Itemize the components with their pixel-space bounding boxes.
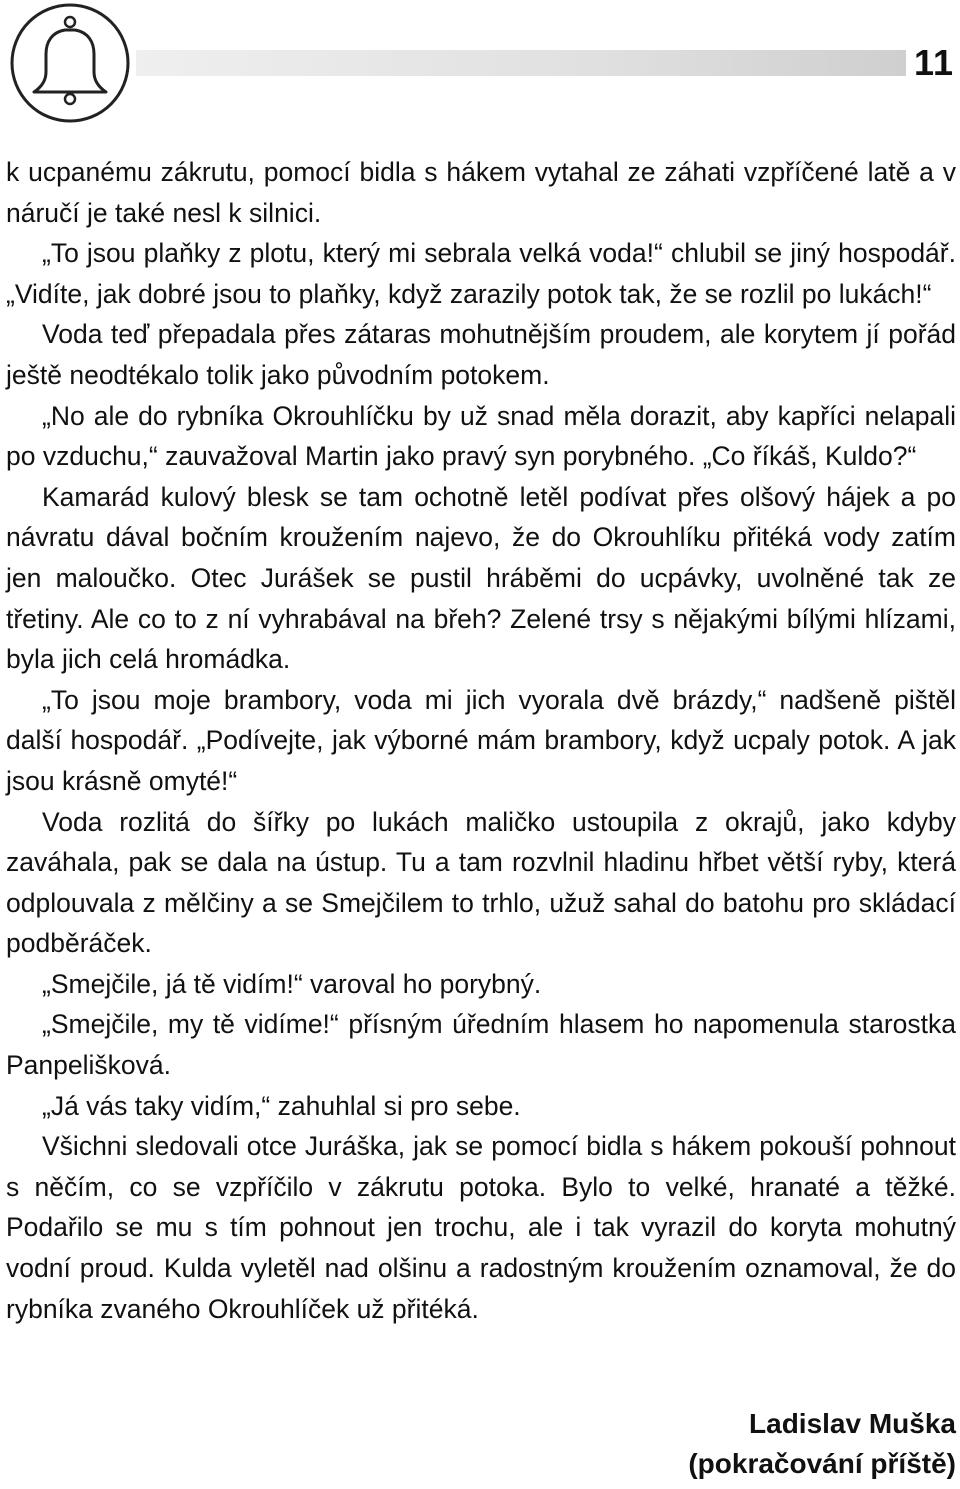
- article-body: [6, 152, 956, 1329]
- paragraph: Všichni sledovali otce Juráška, jak se pomocí bidla s hákem pokouší pohnout s něčím, co se vzpříčilo v zákrutu potoka. Bylo to velké, hranaté a těžké. Podařilo se mu s tím pohnout jen trochu, ale i tak vyrazil do koryta mohutný vodní proud. Kulda vyletěl nad olšinu a radostným kroužením oznamoval, že do rybníka zvaného Okrouhlíček už přitéká.: [6, 1131, 956, 1324]
- page-header: [0, 0, 960, 140]
- paragraph: „No ale do rybníka Okrouhlíčku by už snad měla dorazit, aby kapříci nelapali po vzduchu,“ zauvažoval Martin jako pravý syn porybného. „Co říkáš, Kuldo?“: [6, 400, 956, 472]
- author-name: Ladislav Muška: [749, 1408, 956, 1439]
- paragraph: k ucpanému zákrutu, pomocí bidla s hákem vytahal ze záhati vzpříčené latě a v náručí je také nesl k silnici.: [6, 157, 956, 228]
- paragraph: „To jsou moje brambory, voda mi jich vyorala dvě brázdy,“ nadšeně pištěl další hospodář. „Podívejte, jak výborné mám brambory, když ucpaly potok. A jak jsou krásně omyté!“: [6, 684, 956, 796]
- paragraph: Voda teď přepadala přes zátaras mohutnějším proudem, ale korytem jí pořád ještě neodtékalo tolik jako původním potokem.: [6, 319, 956, 390]
- paragraph: Voda rozlitá do šířky po lukách maličko ustoupila z okrajů, jako kdyby zaváhala, pak se dala na ústup. Tu a tam rozvlnil hladinu hřbet větší ryby, která odplouvala z mělčiny a se Smejčilem to trhlo, užuž sahal do batohu pro skládací podběráček.: [6, 806, 956, 959]
- paragraph: Kamarád kulový blesk se tam ochotně letěl podívat přes olšový hájek a po návratu dával bočním kroužením najevo, že do Okrouhlíku přitéká vody zatím jen maloučko. Otec Jurášek se pustil hráběmi do ucpávky, uvolněné tak ze třetiny. Ale co to z ní vyhrabával na břeh? Zelené trsy s nějakými bílými hlízami, byla jich celá hromádka.: [6, 481, 956, 675]
- signature: [688, 1404, 956, 1484]
- continuation-note: (pokračování příště): [688, 1448, 956, 1479]
- paragraph: „Smejčile, já tě vidím!“ varoval ho porybný.: [42, 968, 542, 999]
- paragraph: „Smejčile, my tě vidíme!“ přísným úředním hlasem ho napomenula starostka Panpelišková.: [6, 1009, 956, 1081]
- paragraph: „Já vás taky vidím,“ zahuhlal si pro sebe.: [42, 1090, 521, 1121]
- page-number: 11: [913, 42, 954, 83]
- bell-icon: [4, 2, 140, 124]
- header-band: [136, 50, 906, 76]
- paragraph: „To jsou plaňky z plotu, který mi sebrala velká voda!“ chlubil se jiný hospodář. „Vidíte, jak dobré jsou to plaňky, když zarazily potok tak, že se rozlil po lukách!“: [6, 238, 956, 309]
